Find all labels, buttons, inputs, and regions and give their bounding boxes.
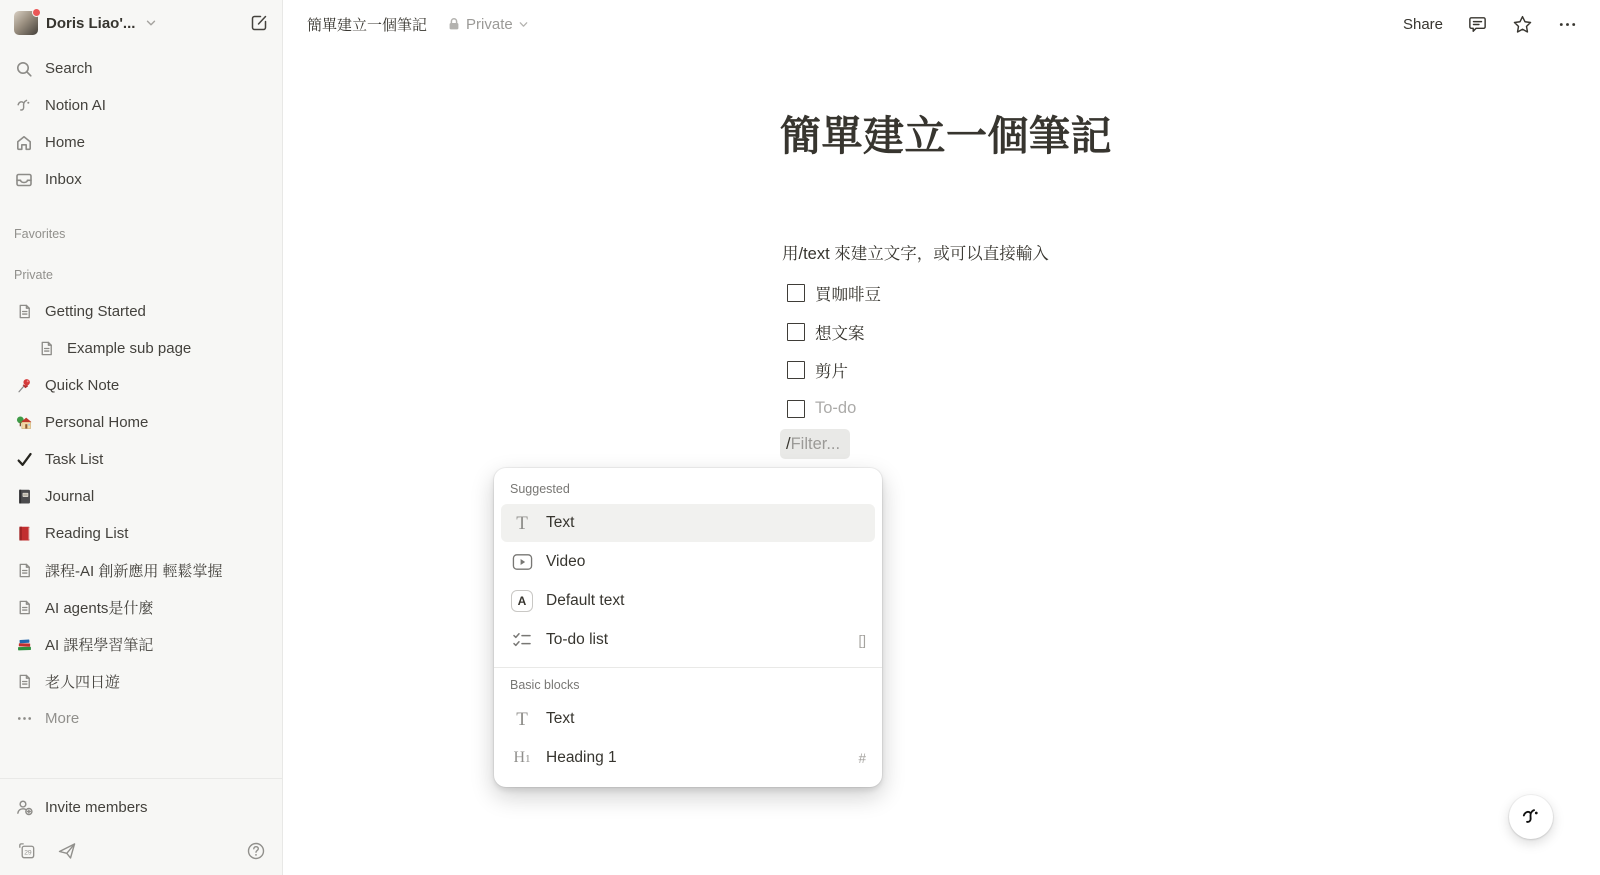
notion-ai-fab[interactable] [1509, 795, 1553, 839]
todo-item [787, 351, 881, 390]
menu-item-shortcut: [] [858, 632, 866, 648]
new-page-icon[interactable] [248, 12, 270, 34]
sidebar-page-journal[interactable] [0, 478, 282, 515]
comments-icon[interactable] [1467, 14, 1488, 35]
todo-block-list [787, 274, 881, 428]
sidebar-page-personal-home[interactable] [0, 404, 282, 441]
todo-item-empty [787, 390, 881, 429]
page-icon [14, 673, 34, 690]
house-garden-icon [14, 414, 34, 431]
sidebar-nav [0, 46, 282, 198]
text-block-icon: T [516, 512, 528, 534]
help-icon[interactable] [246, 841, 266, 861]
check-mark-icon [14, 451, 34, 468]
menu-item-default-text[interactable] [501, 582, 875, 620]
page-icon [14, 599, 34, 616]
lock-icon [447, 17, 461, 31]
favorites-section-label: Favorites [14, 227, 66, 241]
menu-item-video[interactable] [501, 543, 875, 581]
sidebar-page-quick-note[interactable] [0, 367, 282, 404]
heading-1-icon: H1 [513, 749, 531, 766]
notion-ai-face-icon [1520, 806, 1542, 828]
text-block-icon: T [516, 708, 528, 730]
todo-label[interactable]: 想文案 [815, 324, 865, 343]
slash-command-menu [494, 468, 882, 787]
more-options-icon[interactable] [1557, 14, 1578, 35]
sidebar-page-course-ai-apps[interactable] [0, 552, 282, 589]
menu-item-label: Text [546, 710, 575, 727]
sidebar-page-label: Personal Home [45, 414, 149, 431]
invite-members-label: Invite members [45, 798, 148, 816]
menu-section-suggested: Suggested [510, 482, 570, 496]
sidebar-item-label: Notion AI [45, 97, 106, 114]
notebook-icon [14, 488, 34, 505]
todo-checkbox[interactable] [787, 284, 805, 302]
chevron-down-icon [518, 19, 529, 30]
todo-item [787, 274, 881, 313]
home-icon [14, 134, 34, 152]
main-area [283, 0, 1600, 875]
todo-list-icon [510, 631, 534, 649]
workspace-name: Doris Liao'... [46, 14, 136, 32]
sidebar-page-label: Example sub page [67, 340, 192, 357]
todo-label[interactable]: 買咖啡豆 [815, 286, 881, 305]
menu-item-shortcut: # [858, 750, 866, 766]
sidebar-page-label: 老人四日遊 [45, 674, 121, 691]
menu-item-label: Text [546, 514, 575, 531]
menu-item-label: Heading 1 [546, 749, 617, 766]
todo-label[interactable]: 剪片 [815, 363, 848, 382]
sidebar-page-example-sub-page[interactable] [0, 330, 282, 367]
sidebar-more-label: More [45, 710, 80, 727]
video-block-icon [510, 553, 534, 571]
chevron-down-icon [145, 17, 157, 29]
menu-item-label: Video [546, 553, 586, 570]
private-pages-list [0, 293, 282, 737]
sidebar-footer [0, 778, 282, 875]
menu-item-label: To-do list [546, 631, 609, 648]
privacy-label: Private [466, 15, 513, 33]
sidebar-page-label: Quick Note [45, 377, 120, 394]
menu-section-basic-blocks: Basic blocks [510, 678, 580, 692]
search-icon [14, 60, 34, 78]
menu-item-label: Default text [546, 592, 625, 609]
page-icon [36, 340, 56, 357]
todo-checkbox[interactable] [787, 323, 805, 341]
sidebar-more-button[interactable] [0, 700, 282, 737]
menu-item-text[interactable] [501, 504, 875, 542]
sidebar-page-label: Task List [45, 451, 104, 468]
invite-members-button[interactable] [0, 787, 282, 827]
sidebar-item-search[interactable] [0, 50, 282, 87]
books-icon [14, 636, 34, 653]
menu-item-todo-list[interactable] [501, 621, 875, 659]
todo-checkbox[interactable] [787, 361, 805, 379]
menu-divider [494, 667, 882, 668]
sidebar-page-label: Reading List [45, 525, 129, 542]
topbar [283, 0, 1600, 48]
workspace-avatar [14, 11, 38, 35]
share-button[interactable]: Share [1402, 15, 1443, 33]
topbar-actions [1403, 14, 1578, 35]
sidebar-footer-icons [0, 827, 282, 875]
svg-text:29: 29 [24, 849, 32, 857]
add-person-icon [14, 798, 34, 817]
slash-command-input[interactable] [780, 429, 850, 459]
sidebar [0, 0, 283, 875]
sidebar-page-label: AI agents是什麼 [45, 600, 154, 617]
breadcrumb[interactable]: 簡單建立一個筆記 [307, 16, 428, 34]
sidebar-page-getting-started[interactable] [0, 293, 282, 330]
intro-paragraph[interactable]: 用/text 來建立文字，或可以直接輸入 [782, 245, 1049, 263]
sidebar-page-ai-agents[interactable] [0, 589, 282, 626]
sidebar-item-label: Search [45, 60, 93, 77]
sidebar-item-notion-ai[interactable] [0, 87, 282, 124]
pushpin-icon [14, 377, 34, 394]
sidebar-page-reading-list[interactable] [0, 515, 282, 552]
sidebar-item-home[interactable] [0, 124, 282, 161]
sidebar-page-label: Journal [45, 488, 95, 505]
sidebar-page-label: AI 課程學習筆記 [45, 637, 154, 654]
closed-book-icon [14, 525, 34, 542]
sidebar-page-elder-trip[interactable] [0, 663, 282, 700]
filter-placeholder: Filter... [790, 434, 841, 453]
page-icon [14, 562, 34, 579]
sidebar-item-inbox[interactable] [0, 161, 282, 198]
inbox-icon [14, 171, 34, 189]
todo-item [787, 313, 881, 352]
sidebar-footer-divider [0, 778, 282, 779]
sidebar-page-label: Getting Started [45, 303, 146, 320]
private-section-label: Private [14, 268, 53, 282]
favorite-star-icon[interactable] [1512, 14, 1533, 35]
page-icon [14, 303, 34, 320]
default-text-icon: A [510, 590, 534, 612]
menu-item-basic-text[interactable] [501, 700, 875, 738]
sidebar-page-ai-course-notes[interactable] [0, 626, 282, 663]
sidebar-page-label: 課程-AI 創新應用 輕鬆掌握 [45, 563, 223, 580]
privacy-selector[interactable] [447, 16, 529, 33]
sidebar-item-label: Inbox [45, 171, 82, 188]
menu-item-heading-1[interactable] [501, 739, 875, 777]
sidebar-item-label: Home [45, 134, 86, 151]
calendar-icon[interactable] [16, 841, 37, 862]
slash-character: / [786, 434, 791, 453]
page-title[interactable]: 簡單建立一個筆記 [780, 113, 1112, 159]
sidebar-page-task-list[interactable] [0, 441, 282, 478]
notification-dot [32, 8, 41, 17]
todo-placeholder[interactable]: To-do [815, 399, 857, 418]
todo-checkbox[interactable] [787, 400, 805, 418]
notion-ai-icon [14, 97, 34, 115]
ellipsis-icon [14, 710, 34, 727]
send-icon[interactable] [57, 841, 77, 861]
workspace-switcher[interactable] [0, 0, 282, 46]
